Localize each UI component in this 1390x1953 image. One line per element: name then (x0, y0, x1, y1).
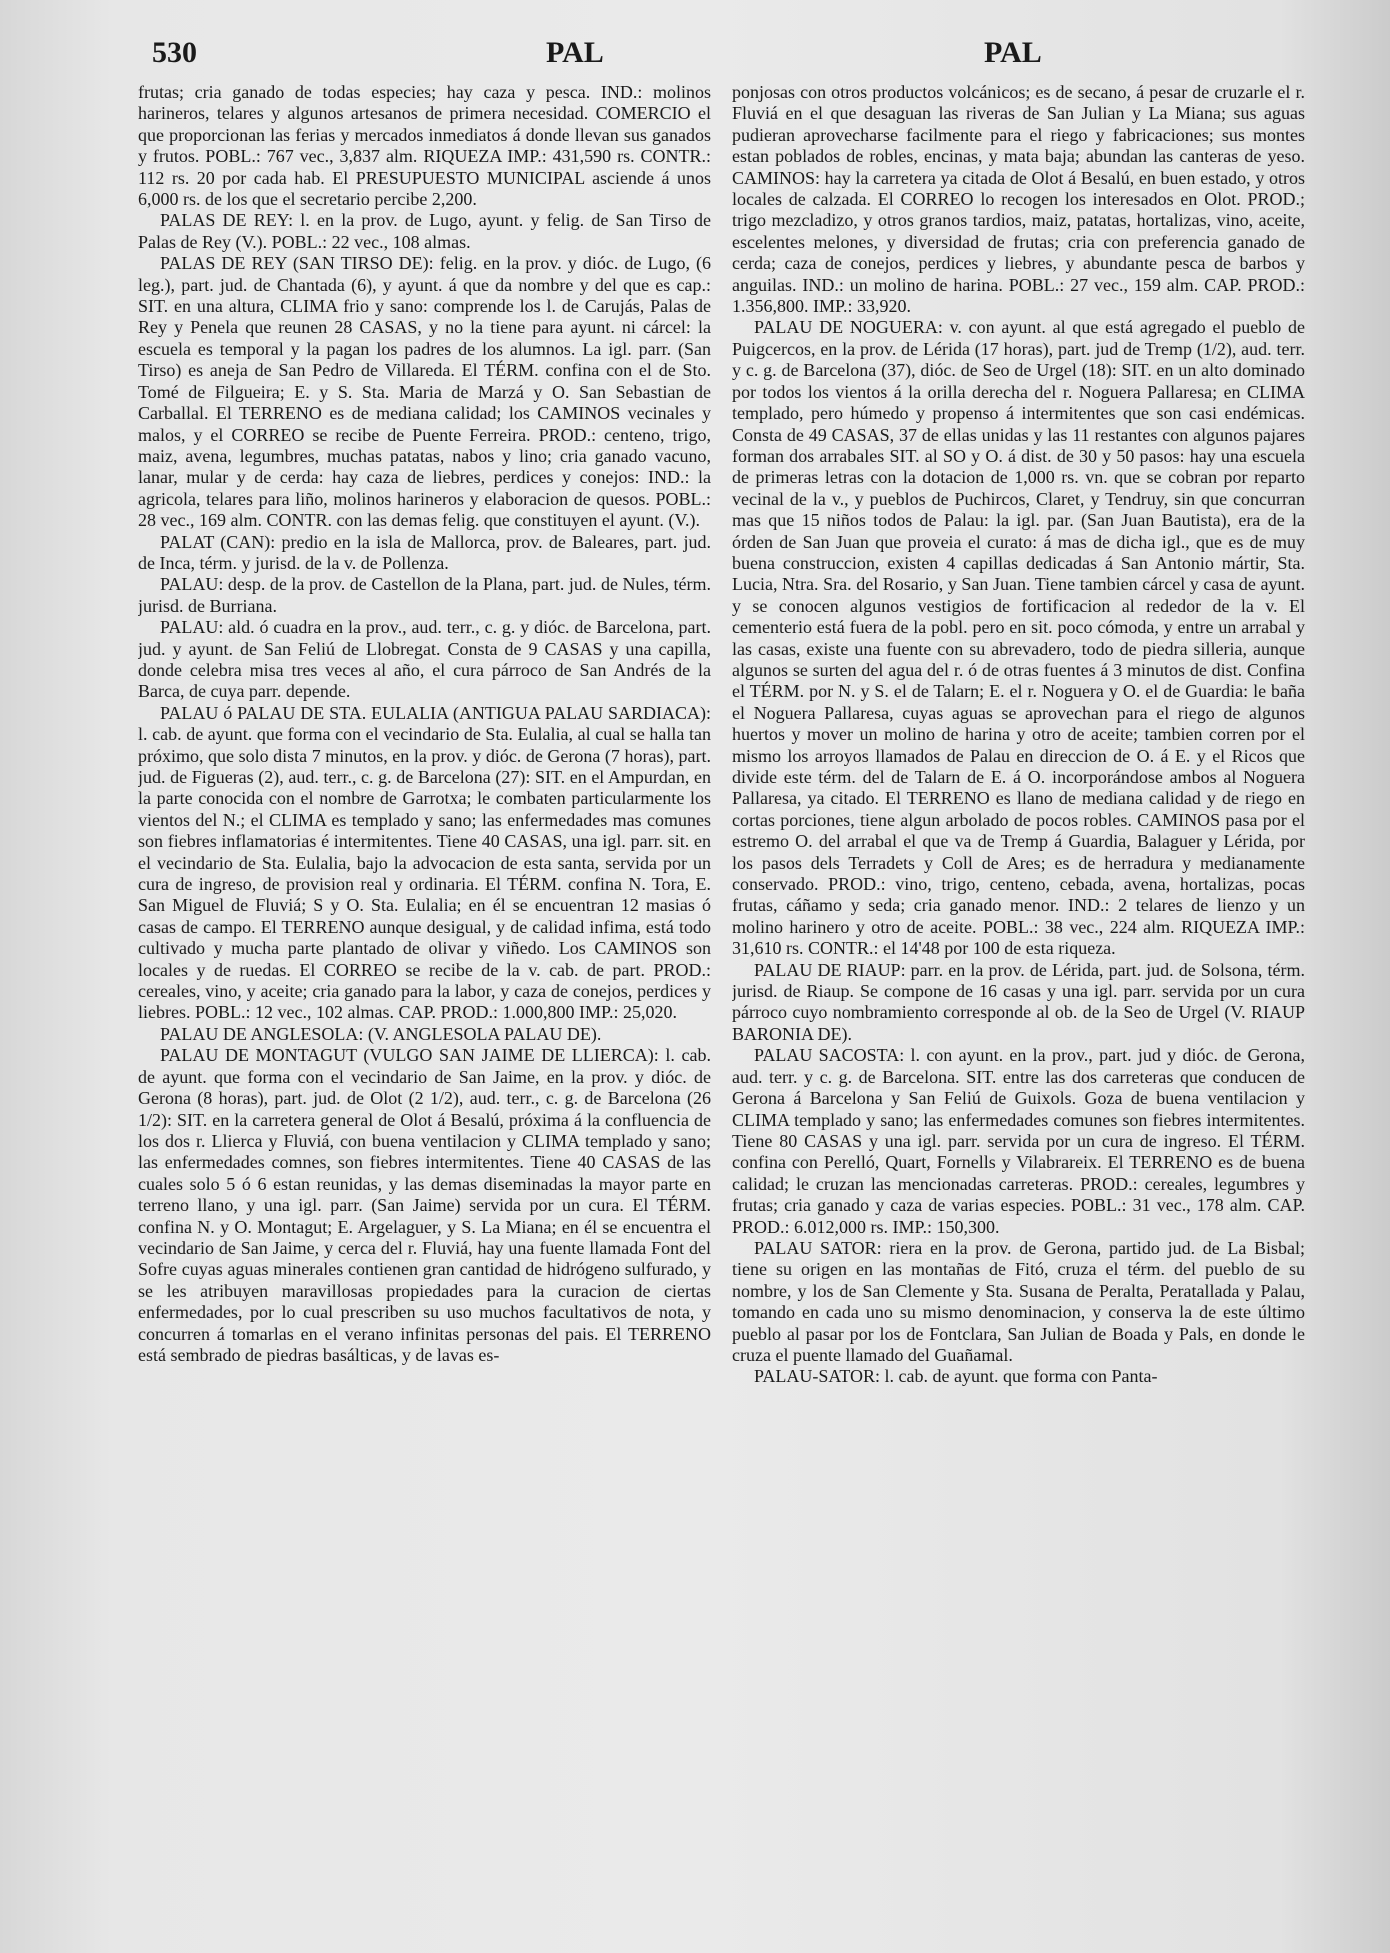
entry-palau-sacosta: PALAU SACOSTA: l. con ayunt. en la prov., part. jud y dióc. de Gerona, aud. terr. y c. g. de Barcelona. SIT. entre las dos carreteras que conducen de Gerona á Barcelona y San Feliú de Guixols. Goza de buena ventilacion y CLIMA templado y sano; las enfermedades comunes son fiebres intermitentes. Tiene 80 CASAS y una igl. parr. servida por un cura de ingreso. El TÉRM. confina con Perelló, Quart, Fornells y Vilabrareix. El TERRENO es de buena calidad; le cruzan las mencionadas carreteras. PROD.: cereales, legumbres y frutas; cria ganado y caza de varias especies. POBL.: 31 vec., 178 alm. CAP. PROD.: 6.012,000 rs. IMP.: 150,300. (732, 1045, 1305, 1237)
page-number: 530 (152, 36, 197, 69)
left-column (138, 82, 711, 1932)
running-header (140, 36, 1320, 76)
entry-palau-sta-eulalia: PALAU ó PALAU DE STA. EULALIA (ANTIGUA PALAU SARDIACA): l. cab. de ayunt. que forma con el vecindario de Sta. Eulalia, al cual se halla tan próximo, que solo dista 7 minutos, en la prov. y dióc. de Gerona (7 horas), part. jud. de Figueras (2), aud. terr., c. g. de Barcelona (27): SIT. en el Ampurdan, en la parte conocida con el nombre de Garrotxa; le combaten particularmente los vientos del N.; el CLIMA es templado y sano; las enfermedades mas comunes son fiebres inflamatorias é intermitentes. Tiene 40 CASAS, una igl. parr. sit. en el vecindario de Sta. Eulalia, bajo la advocacion de esta santa, servida por un cura de ingreso, de provision real y ordinaria. El TÉRM. confina N. Tora, E. San Miguel de Fluviá; S y O. Sta. Eulalia; en él se encuentran 12 masias ó casas de campo. El TERRENO aunque desigual, y de calidad infima, está todo cultivado y mucha parte plantado de olivar y viñedo. Los CAMINOS son locales y de ruedas. El CORREO se recibe de la v. cab. de part. PROD.: cereales, vino, y aceite; cria ganado para la labor, y caza de conejos, perdices y liebres. POBL.: 12 vec., 102 almas. CAP. PROD.: 1.000,800 IMP.: 25,020. (138, 702, 711, 1023)
entry-palas-de-rey-lugar: PALAS DE REY: l. en la prov. de Lugo, ayunt. y felig. de San Tirso de Palas de Rey (V.). POBL.: 22 vec., 108 almas. (138, 210, 711, 252)
entry-palau-de-anglesola: PALAU DE ANGLESOLA: (V. ANGLESOLA PALAU DE). (160, 1023, 602, 1044)
entry-palau-sator-lugar: PALAU-SATOR: l. cab. de ayunt. que forma con Panta- (754, 1366, 1158, 1387)
right-column (732, 82, 1305, 1932)
entry-palau-de-riaup: PALAU DE RIAUP: parr. en la prov. de Lérida, part. jud. de Solsona, térm. jurisd. de Riaup. Se compone de 16 casas y una igl. parr. servida por un cura párroco cuyo nombramiento corresponde al ob. de la Seo de Urgel (V. RIAUP BARONIA DE). (732, 959, 1305, 1044)
entry-palau-de-montagut: PALAU DE MONTAGUT (VULGO SAN JAIME DE LLIERCA): l. cab. de ayunt. que forma con el vecindario de San Jaime, en la prov. y dióc. de Gerona (8 horas), part. jud. de Olot (2 1/2), aud. terr., c. g. de Barcelona (26 1/2): SIT. en la carretera general de Olot á Besalú, próxima á la confluencia de los dos r. Llierca y Fluviá, con buena ventilacion y CLIMA templado y sano; las enfermedades comnes, son fiebres intermitentes. Tiene 40 CASAS de las cuales solo 5 ó 6 estan reunidas, y las demas diseminadas la mayor parte en terreno llano, y una igl. parr. (San Jaime) servida por un cura. El TÉRM. confina N. y O. Montagut; E. Argelaguer, y S. La Miana; en él se encuentra el vecindario de San Jaime, y cerca del r. Fluviá, hay una fuente llamada Font del Sofre cuyas aguas minerales contienen gran cantidad de hidrógeno sulfurado, y se les atribuyen maravillosas propiedades para la curacion de ciertas enfermedades, por lo cual prescriben su uso muchos facultativos de nota, y concurren á tomarlas en el verano infinitas personas del pais. El TERRENO está sembrado de piedras basálticas, y de lavas es- (138, 1045, 711, 1365)
entry-palau-despoblado: PALAU: desp. de la prov. de Castellon de la Plana, part. jud. de Nules, térm. jurisd. de Burriana. (138, 574, 711, 616)
entry-palau-de-noguera: PALAU DE NOGUERA: v. con ayunt. al que está agregado el pueblo de Puigcercos, en la prov. de Lérida (17 horas), part. jud de Tremp (1/2), aud. terr. y c. g. de Barcelona (37), dióc. de Seo de Urgel (18): SIT. en un alto dominado por todos los vientos á la orilla derecha del r. Noguera Pallaresa; en CLIMA templado, pero húmedo y propenso á intermitentes que son casi endémicas. Consta de 49 CASAS, 37 de ellas unidas y las 11 restantes con algunos pajares forman dos arrabales SIT. al SO y O. á dist. de 30 y 50 pasos: hay una escuela de primeras letras con la dotacion de 1,000 rs. vn. que se cobran por reparto vecinal de la v., y pueblos de Puchircos, Claret, y Tendruy, sin que concurran mas que 15 niños todos de Palau: la igl. par. (San Juan Bautista), era de la órden de San Juan que proveia el curato: á mas de dicha igl., que es de muy buena construccion, existen 4 capillas dedicadas á San Antonio mártir, Sta. Lucia, Ntra. Sra. del Rosario, y San Juan. Tiene tambien cárcel y casa de ayunt. y se conocen algunos vestigios de fortificacion al rededor de la v. El cementerio está fuera de la pobl. pero en sit. poco cómoda, y entre un arrabal y las casas, existe una fuente con su abrevadero, todo de piedra silleria, aunque algunos se surten del agua del r. ó de otras fuentes á 3 minutos de dist. Confina el TÉRM. por N. y S. el de Talarn; E. el r. Noguera y O. el de Guardia: le baña el Noguera Pallaresa, cuyas aguas se aprovechan para el riego de algunos huertos y mover un molino de harina y otro de aceite; tambien corren por el mismo los arroyos llamados de Palau en direccion de O. á E. y el Ricos que divide este térm. del de Talarn de E. á O. incorporándose ambos al Noguera Pallaresa, ya citado. El TERRENO es llano de mediana calidad y de riego en cortas porciones, tiene algun arbolado de pocos robles. CAMINOS pasa por el estremo O. del arrabal el que va de Tremp á Guardia, Balaguer y Lérida, por los pasos dels Terradets y Coll de Ares; es de herradura y medianamente conservado. PROD.: vino, trigo, centeno, cebada, avena, hortalizas, pocas frutas, cáñamo y seda; cria ganado menor. IND.: 2 telares de lienzo y un molino harinero y otro de aceite. POBL.: 38 vec., 224 alm. RIQUEZA IMP.: 31,610 rs. CONTR.: el 14'48 por 100 de esta riqueza. (732, 317, 1305, 959)
entry-continuation: frutas; cria ganado de todas especies; hay caza y pesca. IND.: molinos harineros, telares y algunos artesanos de primera necesidad. COMERCIO el que proporcionan las ferias y mercados inmediatos á donde llevan sus ganados y frutos. POBL.: 767 vec., 3,837 alm. RIQUEZA IMP.: 431,590 rs. CONTR.: 112 rs. 20 por cada hab. El PRESUPUESTO MUNICIPAL asciende á unos 6,000 rs. de los que el secretario percibe 2,200. (138, 82, 711, 210)
entry-continuation: ponjosas con otros productos volcánicos; es de secano, á pesar de cruzarle el r. Fluviá en el que desaguan las riveras de San Julian y La Miana; sus aguas pudieran aprovecharse facilmente para el riego y fabricaciones; sus montes estan poblados de robles, encinas, y mata baja; abundan las canteras de yeso. CAMINOS: hay la carretera ya citada de Olot á Besalú, en buen estado, y otros locales de calzada. El CORREO lo recogen los interesados en Olot. PROD.; trigo mezcladizo, y otros granos tardios, maiz, patatas, hortalizas, vino, aceite, escelentes melones, y diversidad de frutas; cria con preferencia ganado de cerda; caza de conejos, perdices y liebres, y abundante pesca de barbos y anguilas. IND.: un molino de harina. POBL.: 27 vec., 159 alm. CAP. PROD.: 1.356,800. IMP.: 33,920. (732, 82, 1305, 317)
entry-palat-can: PALAT (CAN): predio en la isla de Mallorca, prov. de Baleares, part. jud. de Inca, térm. y jurisd. de la v. de Pollenza. (138, 531, 711, 573)
entry-palau-aldea: PALAU: ald. ó cuadra en la prov., aud. terr., c. g. y dióc. de Barcelona, part. jud. y ayunt. de San Feliú de Llobregat. Consta de 9 CASAS y una capilla, donde celebra misa tres veces al año, el cura párroco de San Andrés de la Barca, de cuya parr. depende. (138, 617, 711, 702)
header-keyword-right: PAL (984, 36, 1042, 69)
header-keyword-left: PAL (546, 36, 604, 69)
entry-palas-de-rey-san-tirso: PALAS DE REY (SAN TIRSO DE): felig. en la prov. y dióc. de Lugo, (6 leg.), part. jud. de Chantada (6), y ayunt. á que da nombre y del que es cap.: SIT. en una altura, CLIMA frio y sano: comprende los l. de Carujás, Palas de Rey y Penela que reunen 28 CASAS, y no la tiene para ayunt. ni cárcel: la escuela es temporal y la pagan los padres de los alumnos. La igl. parr. (San Tirso) es aneja de San Pedro de Villareda. El TÉRM. confina con el de Sto. Tomé de Filgueira; E. y S. Sta. Maria de Marzá y O. San Sebastian de Carballal. El TERRENO es de mediana calidad; los CAMINOS vecinales y malos, y el CORREO se recibe de Puente Ferreira. PROD.: centeno, trigo, maiz, avena, legumbres, muchas patatas, nabos y lino; cria ganado vacuno, lanar, mular y de cerda: hay caza de liebres, perdices y conejos: IND.: la agricola, telares para liño, molinos harineros y elaboracion de quesos. POBL.: 28 vec., 169 alm. CONTR. con las demas felig. que constituyen el ayunt. (V.). (138, 253, 711, 531)
entry-palau-sator-riera: PALAU SATOR: riera en la prov. de Gerona, partido jud. de La Bisbal; tiene su origen en las montañas de Fitó, cruza el térm. del pueblo de su nombre, y los de San Clemente y Sta. Susana de Peralta, Peratallada y Palau, tomando en cada uno su mismo denominacion, y conserva la de este último pueblo al pasar por los de Fontclara, San Julian de Boada y Pals, en donde le cruza el puente llamado del Guañamal. (732, 1237, 1305, 1365)
